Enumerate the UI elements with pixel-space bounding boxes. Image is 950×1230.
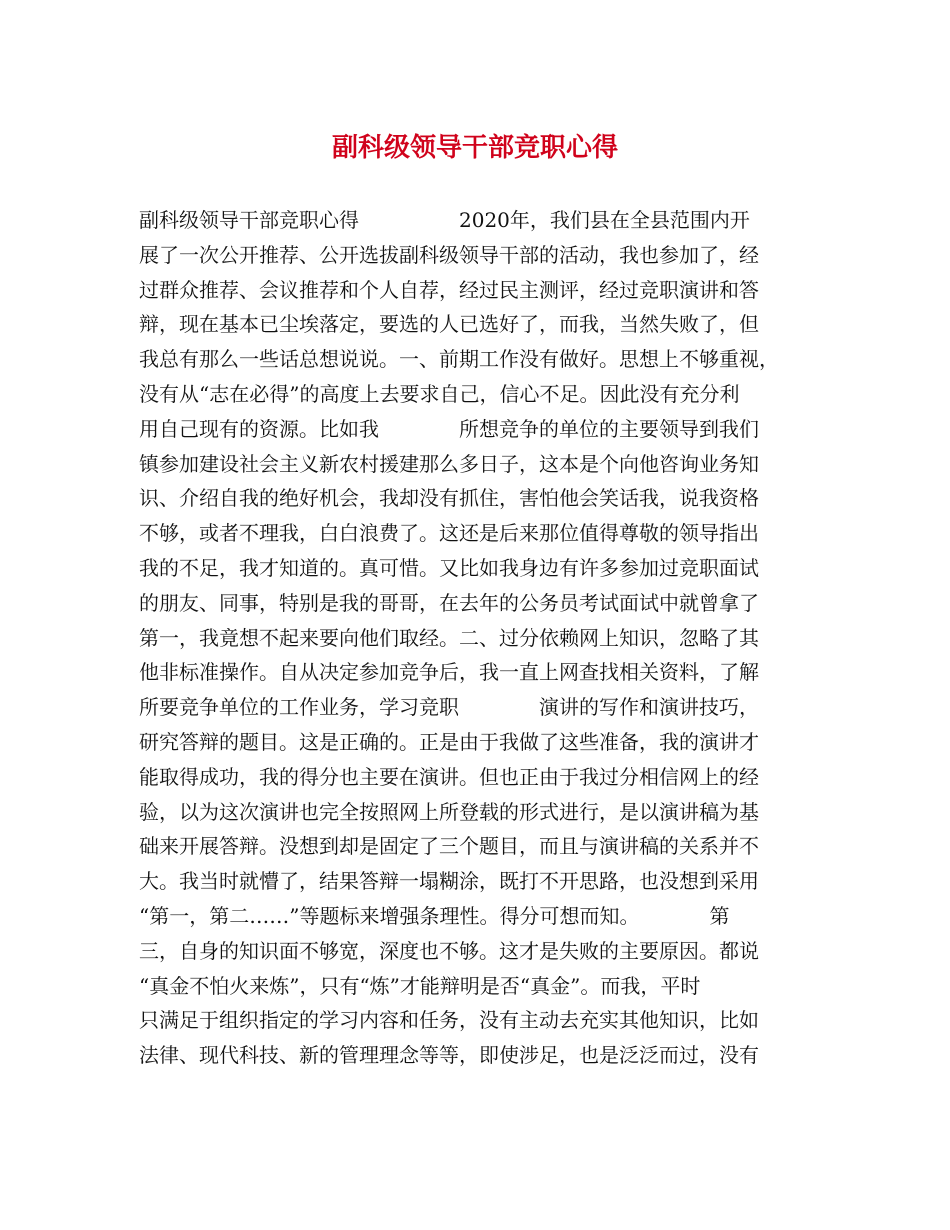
text-line: 我总有那么一些话总想说说。一、前期工作没有做好。思想上不够重视， — [139, 347, 779, 372]
text-line: 第一，我竟想不起来要向他们取经。二、过分依赖网上知识，忽略了其 — [139, 625, 759, 650]
text-line: 镇参加建设社会主义新农村援建那么多日子，这本是个向他咨询业务知 — [139, 451, 759, 476]
text-line: 只满足于组织指定的学习内容和任务，没有主动去充实其他知识，比如 — [139, 1008, 759, 1033]
text-line: 副科级领导干部竞职心得 2020年，我们县在全县范围内开 — [139, 208, 750, 232]
text-line: 没有从“志在必得”的高度上去要求自己，信心不足。因此没有充分利 — [139, 381, 740, 406]
text-line: 三，自身的知识面不够宽，深度也不够。这才是失败的主要原因。都说 — [139, 938, 759, 963]
page-title: 副科级领导干部竞职心得 — [331, 133, 618, 163]
text-line: 用自己现有的资源。比如我 所想竞争的单位的主要领导到我们 — [139, 416, 759, 441]
body-text — [139, 203, 819, 1073]
text-line: 法律、现代科技、新的管理理念等等，即使涉足，也是泛泛而过，没有 — [139, 1043, 759, 1068]
text-line: 能取得成功，我的得分也主要在演讲。但也正由于我过分相信网上的经 — [139, 764, 759, 789]
text-line: “第一，第二……”等题标来增强条理性。得分可想而知。 第 — [139, 903, 730, 928]
text-line: 大。我当时就懵了，结果答辩一塌糊涂，既打不开思路，也没想到采用 — [139, 869, 759, 894]
text-line: “真金不怕火来炼”，只有“炼”才能辩明是否“真金”。而我，平时 — [139, 973, 701, 998]
text-line: 验，以为这次演讲也完全按照网上所登载的形式进行，是以演讲稿为基 — [139, 799, 759, 824]
text-line: 识、介绍自我的绝好机会，我却没有抓住，害怕他会笑话我，说我资格 — [139, 486, 759, 511]
text-line: 所要竞争单位的工作业务，学习竞职 演讲的写作和演讲技巧， — [139, 695, 759, 720]
text-line: 展了一次公开推荐、公开选拔副科级领导干部的活动，我也参加了，经 — [139, 242, 759, 267]
text-line: 不够，或者不理我，白白浪费了。这还是后来那位值得尊敬的领导指出 — [139, 521, 759, 546]
text-line: 研究答辩的题目。这是正确的。正是由于我做了这些准备，我的演讲才 — [139, 729, 759, 754]
text-line: 我的不足，我才知道的。真可惜。又比如我身边有许多参加过竞职面试 — [139, 555, 759, 580]
text-line: 辩，现在基本已尘埃落定，要选的人已选好了，而我，当然失败了，但 — [139, 312, 759, 337]
text-line: 的朋友、同事，特别是我的哥哥，在去年的公务员考试面试中就曾拿了 — [139, 590, 759, 615]
text-line: 过群众推荐、会议推荐和个人自荐，经过民主测评，经过竞职演讲和答 — [139, 277, 759, 302]
text-line: 他非标准操作。自从决定参加竞争后，我一直上网查找相关资料，了解 — [139, 660, 759, 685]
text-line: 础来开展答辩。没想到却是固定了三个题目，而且与演讲稿的关系并不 — [139, 834, 759, 859]
